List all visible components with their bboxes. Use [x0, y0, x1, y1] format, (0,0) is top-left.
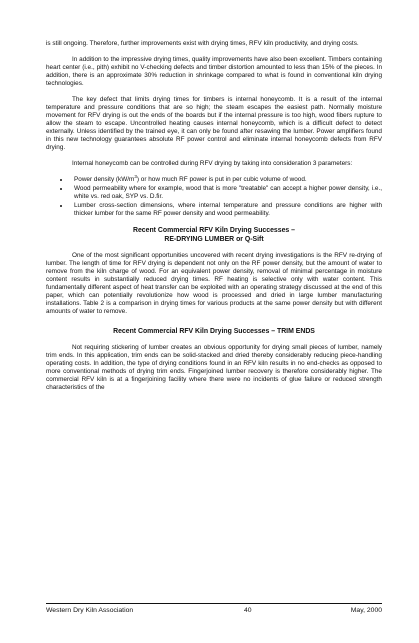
- footer-organization: Western Dry Kiln Association: [46, 607, 134, 614]
- paragraph-redrying: One of the most significant opportunities uncovered with recent drying investigations is the RFV re-drying of lumber. The length of time for RFV drying is dependent not only on the RF power density, but the amount of water to remove from the kiln charge of wood. For an equivalent power density, removal of minimal percentage in moisture content results in substantially reduced drying times. RF heating is selective only with water content. This fundamentally different aspect of heat transfer can be exploited with an operating strategy discussed at the end of this paper, which can potentially revolutionize how wood is processed and dried in large lumber manufacturing installations. Table 2 is a comparison in drying times for various products at the same power density but with different amounts of water to remove.: [46, 252, 382, 315]
- list-item-power-density: • Power density $(kW/m^3)$ or how much RF power is put in per cubic volume of wood.: [70, 176, 382, 184]
- list-item-cross-section: • Lumber cross-section dimensions, where internal temperature and pressure conditions are higher with thicker lumber for the same RF power density and wood permeability.: [70, 202, 382, 218]
- paragraph-honeycomb: The key defect that limits drying times for timbers is internal honeycomb. It is a result of the internal temperature and pressure conditions that are so high; the steam escapes the easiest path. Normally moisture movement for RFV drying is out the ends of the boards but if the internal pressure is too high, wood fibers rupture to allow the steam to escape. Uncontrolled heating causes internal honeycomb, which is a difficult defect to detect externally. Unless identified by the trained eye, it can only be found after resawing the lumber. Power amplifiers found in this new technology guarantees absolute RF power control and eliminate internal honeycomb defects from RFV drying.: [46, 96, 382, 151]
- document-body: [46, 40, 382, 400]
- page-footer: [46, 603, 382, 614]
- paragraph-quality: In addition to the impressive drying times, quality improvements have also been excellent. Timbers containing heart center (i.e., pith) exhibit no V-checking defects and timber distortion amounted to less than 15% of the pieces. In addition, there is an approximate 30% reduction in shrinkage compared to what is found in conventional kiln drying technologies.: [46, 56, 382, 87]
- paragraph-parameters-intro: Internal honeycomb can be controlled during RFV drying by taking into consideration 3 parameters:: [72, 160, 353, 167]
- superscript: 3: [134, 173, 137, 179]
- paragraph-trim-ends: Not requiring stickering of lumber creates an obvious opportunity for drying small pieces of lumber, namely trim ends. In this application, trim ends can be solid-stacked and dried thereby considerably reducing piece-handling operating costs. In addition, the type of drying conditions found in an RFV kiln results in no end-checks as opposed to more conventional methods of drying trim ends. Fingerjoined lumber recovery is therefore considerably higher. The commercial RFV kiln is at a fingerjoining facility where there were no incidents of glue failure or reduced strength characteristics of the: [46, 344, 382, 391]
- paragraph-continuation: is still ongoing. Therefore, further improvements exist with drying times, RFV kiln productivity, and drying costs.: [46, 40, 359, 47]
- heading-redrying: Recent Commercial RFV Kiln Drying Successes – RE-DRYING LUMBER or Q-Sift: [133, 227, 295, 243]
- parameter-list: [46, 173, 382, 218]
- list-item-permeability: • Wood permeability where for example, wood that is more "treatable" can accept a higher power density, i.e., white vs. red oak, SYP vs. D.fir.: [70, 185, 382, 201]
- heading-trim-ends: Recent Commercial RFV Kiln Drying Successes – TRIM ENDS: [113, 328, 315, 335]
- footer-page-number: 40: [244, 607, 252, 614]
- footer-date: May, 2000: [350, 607, 382, 614]
